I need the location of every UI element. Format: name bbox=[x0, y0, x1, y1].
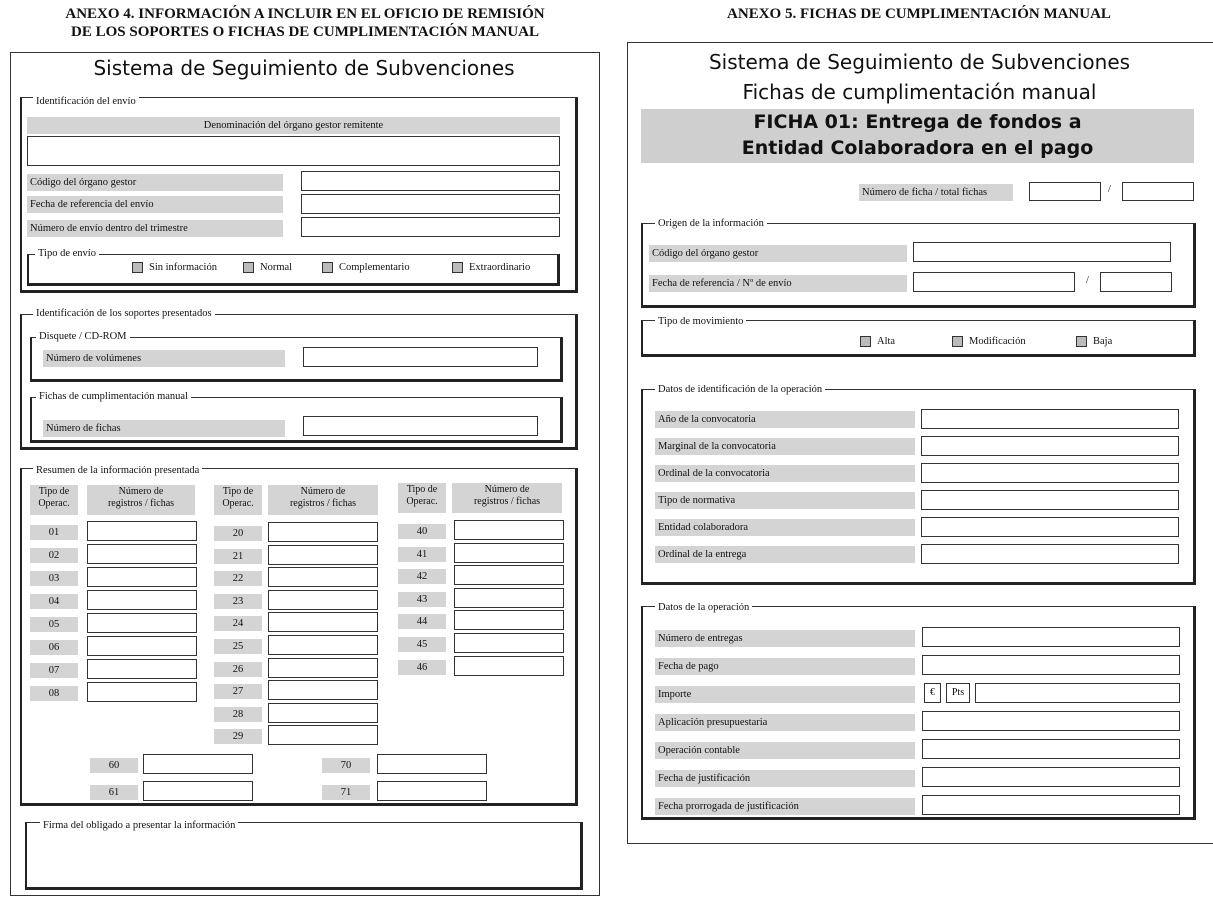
registros-field[interactable] bbox=[87, 544, 197, 564]
checkbox-icon[interactable] bbox=[452, 262, 463, 273]
col-tipo-header: Tipo de Operac. bbox=[214, 485, 262, 515]
registros-field[interactable] bbox=[377, 754, 487, 774]
identificacion-legend: Datos de identificación de la operación bbox=[655, 384, 825, 396]
registros-field[interactable] bbox=[268, 545, 378, 565]
tipo-envio-option-3[interactable] bbox=[322, 262, 410, 273]
registros-field[interactable] bbox=[268, 725, 378, 745]
firma-legend: Firma del obligado a presentar la información bbox=[40, 820, 238, 832]
operacion-field-input[interactable] bbox=[922, 795, 1180, 815]
operacion-code: 07 bbox=[30, 663, 78, 678]
operacion-code: 27 bbox=[214, 684, 262, 699]
fecha-envio-field[interactable] bbox=[301, 194, 560, 214]
movimiento-option-label: Modificación bbox=[969, 336, 1026, 347]
ficha-title-line2: Entidad Colaboradora en el pago bbox=[741, 137, 1094, 159]
operacion-code: 40 bbox=[398, 524, 446, 539]
tipo-envio-option-label: Extraordinario bbox=[469, 262, 531, 273]
operacion-code: 01 bbox=[30, 525, 78, 540]
operacion-code: 04 bbox=[30, 594, 78, 609]
identificacion-field-label: Ordinal de la convocatoria bbox=[655, 465, 915, 482]
movimiento-alta[interactable] bbox=[860, 336, 895, 347]
tipo-envio-option-4[interactable] bbox=[452, 262, 530, 273]
operacion-field-label: Importe bbox=[655, 686, 915, 703]
anexo5-title-line1: Sistema de Seguimiento de Subvenciones bbox=[708, 50, 1131, 74]
operacion-code: 43 bbox=[398, 592, 446, 607]
denominacion-label: Denominación del órgano gestor remitente bbox=[27, 117, 560, 134]
volumenes-label: Número de volúmenes bbox=[43, 350, 285, 367]
operacion-legend: Datos de la operación bbox=[655, 602, 752, 614]
operacion-code: 60 bbox=[90, 758, 138, 773]
operacion-code: 46 bbox=[398, 660, 446, 675]
identificacion-field-label: Año de la convocatoria bbox=[655, 411, 915, 428]
operacion-field-input[interactable] bbox=[922, 655, 1180, 675]
checkbox-icon[interactable] bbox=[952, 336, 963, 347]
registros-field[interactable] bbox=[87, 636, 197, 656]
pts-symbol[interactable]: Pts bbox=[946, 683, 970, 703]
checkbox-icon[interactable] bbox=[322, 262, 333, 273]
anexo5-header: ANEXO 5. FICHAS DE CUMPLIMENTACIÓN MANUAL bbox=[727, 6, 1111, 22]
registros-field[interactable] bbox=[268, 590, 378, 610]
operacion-code: 26 bbox=[214, 662, 262, 677]
tipo-envio-option-label: Normal bbox=[260, 262, 293, 273]
anexo4-header-line2: DE LOS SOPORTES O FICHAS DE CUMPLIMENTACIÓN MANUAL bbox=[71, 24, 539, 40]
origen-codigo-field[interactable] bbox=[913, 242, 1171, 262]
operacion-code: 02 bbox=[30, 548, 78, 563]
operacion-field-input[interactable] bbox=[922, 739, 1180, 759]
operacion-code: 42 bbox=[398, 569, 446, 584]
movimiento-option-label: Alta bbox=[877, 336, 896, 347]
operacion-code: 25 bbox=[214, 639, 262, 654]
registros-field[interactable] bbox=[87, 590, 197, 610]
registros-field[interactable] bbox=[454, 543, 564, 563]
operacion-code: 29 bbox=[214, 729, 262, 744]
tipo-envio-option-label: Complementario bbox=[339, 262, 410, 273]
movimiento-legend: Tipo de movimiento bbox=[655, 316, 746, 328]
origen-fecha-field[interactable] bbox=[913, 272, 1075, 292]
fichas-manual-legend: Fichas de cumplimentación manual bbox=[36, 391, 191, 403]
anexo4-title: Sistema de Seguimiento de Subvenciones bbox=[93, 56, 515, 80]
operacion-code: 41 bbox=[398, 547, 446, 562]
codigo-gestor-field[interactable] bbox=[301, 171, 560, 191]
operacion-code: 70 bbox=[322, 758, 370, 773]
numero-envio-label: Número de envío dentro del trimestre bbox=[27, 220, 283, 237]
tipo-envio-option-2[interactable] bbox=[243, 262, 292, 273]
ficha-title bbox=[641, 109, 1194, 163]
soportes-legend: Identificación de los soportes presentados bbox=[33, 308, 215, 320]
operacion-field-label: Fecha de justificación bbox=[655, 770, 915, 787]
col-numero-header: Número de registros / fichas bbox=[87, 485, 195, 515]
firma-section bbox=[25, 822, 583, 890]
numero-envio-field[interactable] bbox=[301, 217, 560, 237]
volumenes-field[interactable] bbox=[303, 347, 538, 367]
resumen-legend: Resumen de la información presentada bbox=[33, 465, 202, 477]
operacion-code: 44 bbox=[398, 614, 446, 629]
registros-field[interactable] bbox=[87, 521, 197, 541]
col-tipo-header: Tipo de Operac. bbox=[398, 483, 446, 513]
operacion-code: 08 bbox=[30, 686, 78, 701]
col-numero-header: Número de registros / fichas bbox=[268, 485, 378, 515]
denominacion-field[interactable] bbox=[27, 136, 560, 166]
registros-field[interactable] bbox=[143, 781, 253, 801]
tipo-envio-option-1[interactable] bbox=[132, 262, 217, 273]
origen-section bbox=[641, 223, 1196, 308]
registros-field[interactable] bbox=[454, 656, 564, 676]
operacion-field-input[interactable] bbox=[975, 683, 1180, 703]
slash-separator: / bbox=[1108, 184, 1111, 195]
registros-field[interactable] bbox=[268, 658, 378, 678]
identificacion-field-label: Marginal de la convocatoria bbox=[655, 438, 915, 455]
operacion-field-input[interactable] bbox=[922, 767, 1180, 787]
identificacion-field-input[interactable] bbox=[921, 436, 1179, 456]
numero-ficha-label: Número de ficha / total fichas bbox=[859, 184, 1013, 201]
identificacion-field-label: Tipo de normativa bbox=[655, 492, 915, 509]
anexo4-header-line1: ANEXO 4. INFORMACIÓN A INCLUIR EN EL OFICIO DE REMISIÓN bbox=[65, 6, 545, 22]
origen-legend: Origen de la información bbox=[655, 218, 767, 230]
operacion-code: 45 bbox=[398, 637, 446, 652]
identificacion-field-input[interactable] bbox=[921, 463, 1179, 483]
movimiento-option-label: Baja bbox=[1093, 336, 1113, 347]
operacion-field-input[interactable] bbox=[922, 627, 1180, 647]
euro-symbol[interactable]: € bbox=[924, 683, 941, 703]
tipo-envio-legend: Tipo de envío bbox=[35, 248, 99, 260]
origen-envio-field[interactable] bbox=[1100, 272, 1172, 292]
origen-codigo-label: Código del órgano gestor bbox=[649, 245, 907, 262]
origen-fecha-label: Fecha de referencia / Nº de envío bbox=[649, 275, 907, 292]
movimiento-modificacion[interactable] bbox=[952, 336, 1026, 347]
checkbox-icon[interactable] bbox=[1076, 336, 1087, 347]
codigo-gestor-label: Código del órgano gestor bbox=[27, 174, 283, 191]
numero-fichas-field[interactable] bbox=[303, 416, 538, 436]
registros-field[interactable] bbox=[87, 567, 197, 587]
operacion-code: 28 bbox=[214, 707, 262, 722]
tipo-envio-option-label: Sin información bbox=[149, 262, 217, 273]
operacion-code: 05 bbox=[30, 617, 78, 632]
registros-field[interactable] bbox=[268, 612, 378, 632]
numero-fichas-label: Número de fichas bbox=[43, 420, 285, 437]
col-tipo-header: Tipo de Operac. bbox=[30, 485, 78, 515]
operacion-field-label: Número de entregas bbox=[655, 630, 915, 647]
operacion-code: 21 bbox=[214, 549, 262, 564]
slash-separator: / bbox=[1086, 275, 1089, 286]
registros-field[interactable] bbox=[268, 567, 378, 587]
registros-field[interactable] bbox=[87, 613, 197, 633]
operacion-field-label: Operación contable bbox=[655, 742, 915, 759]
movimiento-baja[interactable] bbox=[1076, 336, 1112, 347]
operacion-code: 24 bbox=[214, 616, 262, 631]
registros-field[interactable] bbox=[454, 565, 564, 585]
registros-field[interactable] bbox=[268, 522, 378, 542]
registros-field[interactable] bbox=[454, 610, 564, 630]
identificacion-field-input[interactable] bbox=[921, 517, 1179, 537]
operacion-code: 06 bbox=[30, 640, 78, 655]
anexo5-title-line2: Fichas de cumplimentación manual bbox=[742, 80, 1097, 104]
identificacion-field-input[interactable] bbox=[921, 544, 1179, 564]
registros-field[interactable] bbox=[454, 633, 564, 653]
operacion-field-label: Fecha de pago bbox=[655, 658, 915, 675]
identificacion-field-input[interactable] bbox=[921, 409, 1179, 429]
operacion-field-label: Aplicación presupuestaria bbox=[655, 714, 915, 731]
operacion-code: 23 bbox=[214, 594, 262, 609]
operacion-code: 71 bbox=[322, 785, 370, 800]
registros-field[interactable] bbox=[87, 682, 197, 702]
operacion-code: 61 bbox=[90, 785, 138, 800]
identificacion-field-label: Ordinal de la entrega bbox=[655, 546, 915, 563]
operacion-code: 03 bbox=[30, 571, 78, 586]
checkbox-icon[interactable] bbox=[132, 262, 143, 273]
registros-field[interactable] bbox=[454, 588, 564, 608]
registros-field[interactable] bbox=[268, 635, 378, 655]
identificacion-field-input[interactable] bbox=[921, 490, 1179, 510]
registros-field[interactable] bbox=[268, 680, 378, 700]
total-fichas-field[interactable] bbox=[1122, 182, 1194, 201]
registros-field[interactable] bbox=[143, 754, 253, 774]
checkbox-icon[interactable] bbox=[860, 336, 871, 347]
registros-field[interactable] bbox=[454, 520, 564, 540]
col-numero-header: Número de registros / fichas bbox=[452, 483, 562, 513]
checkbox-icon[interactable] bbox=[243, 262, 254, 273]
registros-field[interactable] bbox=[268, 703, 378, 723]
disquete-legend: Disquete / CD-ROM bbox=[36, 331, 130, 343]
operacion-code: 20 bbox=[214, 526, 262, 541]
operacion-field-input[interactable] bbox=[922, 711, 1180, 731]
registros-field[interactable] bbox=[87, 659, 197, 679]
fecha-envio-label: Fecha de referencia del envío bbox=[27, 196, 283, 213]
identificacion-field-label: Entidad colaboradora bbox=[655, 519, 915, 536]
operacion-code: 22 bbox=[214, 571, 262, 586]
registros-field[interactable] bbox=[377, 781, 487, 801]
operacion-field-label: Fecha prorrogada de justificación bbox=[655, 798, 915, 815]
numero-ficha-field[interactable] bbox=[1029, 182, 1101, 201]
ficha-title-line1: FICHA 01: Entrega de fondos a bbox=[753, 111, 1082, 133]
envio-legend: Identificación del envío bbox=[33, 96, 139, 108]
